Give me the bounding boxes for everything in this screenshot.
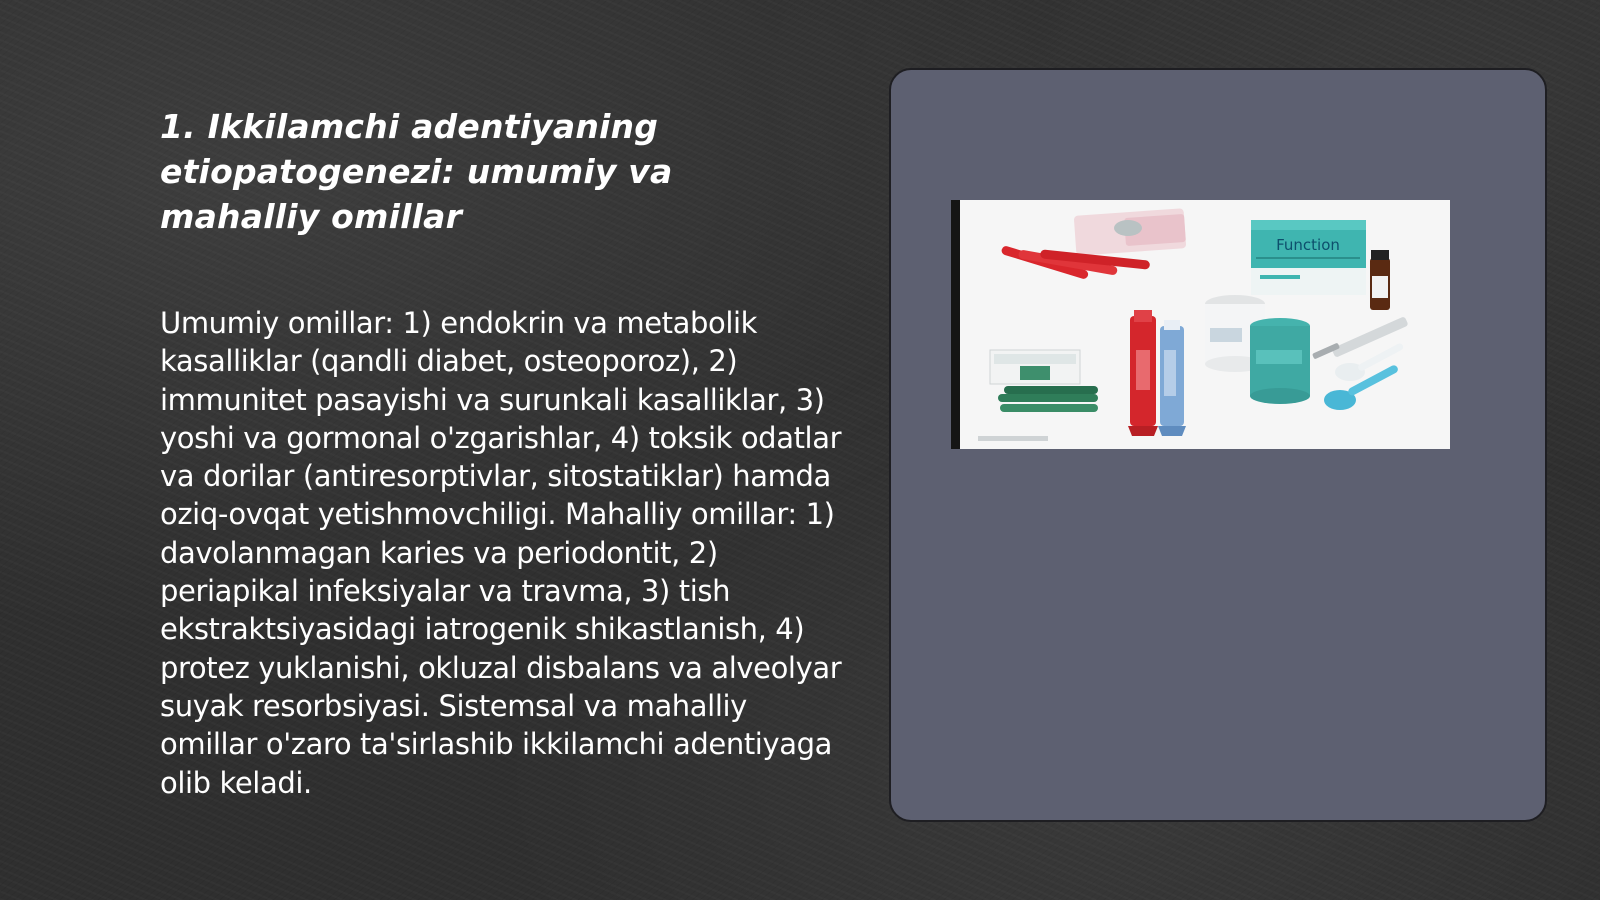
dental-materials-photo — [951, 200, 1450, 449]
slide-body-text: Umumiy omillar: 1) endokrin va metabolik kasalliklar (qandli diabet, osteoporoz), 2) immunitet pasayishi va surunkali kasalliklar, 3) yoshi va gormonal o'zgarishlar, 4) toksik odatlar va dorilar (antiresorptivlar, sitostatiklar) hamda oziq-ovqat yetishmovchiligi. Mahalliy omillar: 1) davolanmagan karies va periodontit, 2) periapikal infeksiyalar va travma, 3) tish ekstraktsiyasidagi iatrogenik shikastlanish, 4) protez yuklanishi, okluzal disbalans va alveolyar suyak resorbsiyasi. Sistemsal va mahalliy omillar o'zaro ta'sirlashib ikkilamchi adentiyaga olib keladi. — [160, 306, 842, 800]
dental-materials-illustration — [960, 200, 1450, 449]
media-panel — [889, 68, 1547, 822]
slide-title: 1. Ikkilamchi adentiyaning etiopatogenezi: umumiy va mahalliy omillar — [160, 107, 673, 236]
function-box-label: Function — [1276, 236, 1340, 254]
